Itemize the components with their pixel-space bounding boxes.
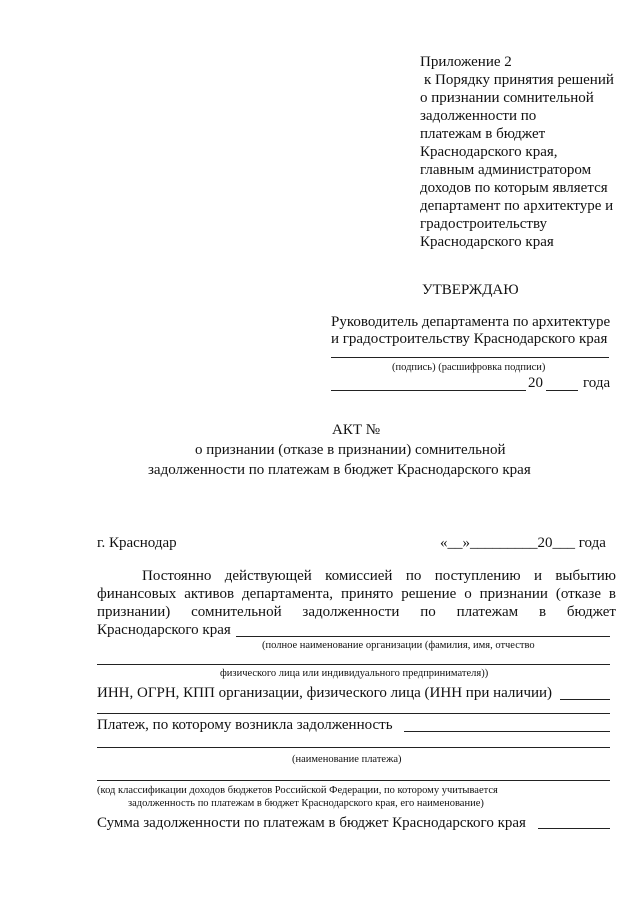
appendix-line: градостроительству	[420, 216, 548, 232]
body-para-line2: финансовых активов департамента, принято решение о признании (отказе в	[97, 586, 616, 602]
body-para-line3: признании) сомнительной задолженности по платежам в бюджет	[97, 604, 616, 620]
appendix-line: Краснодарского края,	[420, 144, 558, 160]
approval-date-line[interactable]	[331, 390, 526, 391]
act-subtitle-2: задолженности по платежам в бюджет Краснодарского края	[148, 462, 531, 478]
act-subtitle-1: о признании (отказе в признании) сомнительной	[195, 442, 506, 458]
appendix-line: доходов по которым является	[420, 180, 608, 196]
organization-name-line[interactable]	[236, 636, 610, 637]
appendix-line: Краснодарского края	[420, 234, 554, 250]
payment-caption: (наименование платежа)	[292, 754, 402, 765]
approval-position-line1: Руководитель департамента по архитектуре	[331, 314, 611, 330]
body-para-line1: Постоянно действующей комиссией по поступлению и выбытию	[142, 568, 616, 584]
organization-name-line-2[interactable]	[97, 664, 610, 665]
approval-heading: УТВЕРЖДАЮ	[422, 282, 519, 298]
payment-field-line-2[interactable]	[97, 747, 610, 748]
approval-date-year: 20	[528, 375, 543, 391]
approval-position-line2: и градостроительству Краснодарского края	[331, 331, 608, 347]
approval-date-word: года	[583, 375, 611, 391]
appendix-line: главным администратором	[420, 162, 592, 178]
appendix-line: Приложение 2	[420, 54, 512, 70]
income-code-caption-1: (код классификации доходов бюджетов Российской Федерации, по которому учитывается	[97, 785, 498, 796]
income-code-field[interactable]	[97, 780, 610, 781]
sum-label: Сумма задолженности по платежам в бюджет Краснодарского края	[97, 815, 526, 831]
act-date-field[interactable]: «__»_________20___ года	[440, 535, 606, 551]
appendix-line: платежам в бюджет	[420, 126, 546, 142]
act-title: АКТ №	[332, 422, 381, 438]
appendix-line: к Порядку принятия решений	[424, 72, 614, 88]
inn-label: ИНН, ОГРН, КПП организации, физического лица (ИНН при наличии)	[97, 685, 553, 701]
inn-field[interactable]	[560, 699, 610, 700]
income-code-caption-2: задолженность по платежам в бюджет Краснодарского края, его наименование)	[128, 798, 484, 809]
appendix-line: задолженности по	[420, 108, 537, 124]
city-label: г. Краснодар	[97, 535, 177, 551]
signature-caption: (подпись) (расшифровка подписи)	[392, 362, 546, 373]
appendix-line: департамент по архитектуре и	[420, 198, 614, 214]
signature-line[interactable]	[331, 357, 609, 358]
sum-field[interactable]	[538, 828, 610, 829]
organization-caption-2: физического лица или индивидуального предпринимателя))	[220, 668, 489, 679]
appendix-line: о признании сомнительной	[420, 90, 594, 106]
organization-caption-1: (полное наименование организации (фамилия, имя, отчество	[262, 640, 535, 651]
payment-label: Платеж, по которому возникла задолженность	[97, 717, 393, 733]
payment-field[interactable]	[404, 731, 610, 732]
body-para-line4: Краснодарского края	[97, 622, 231, 638]
approval-year-blank[interactable]	[546, 390, 578, 391]
inn-field-line-2[interactable]	[97, 713, 610, 714]
